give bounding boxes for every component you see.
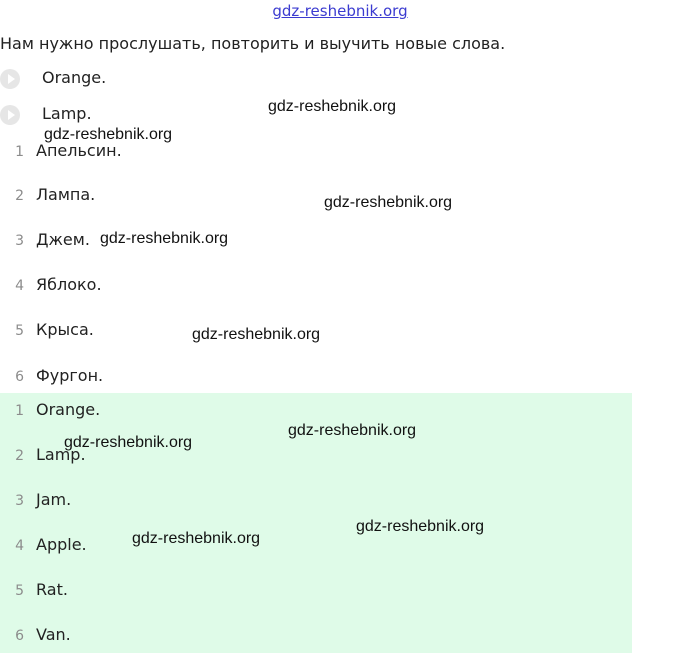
list-item xyxy=(0,625,400,651)
play-icon[interactable] xyxy=(0,69,20,89)
watermark: gdz-reshebnik.org xyxy=(324,194,453,211)
list-item xyxy=(0,275,400,301)
item-word: Апельсин. xyxy=(36,141,122,160)
list-item xyxy=(0,580,400,606)
item-number: 1 xyxy=(15,144,24,160)
watermark: gdz-reshebnik.org xyxy=(100,230,229,247)
item-word: Rat. xyxy=(36,580,68,599)
item-word: Крыса. xyxy=(36,320,94,339)
item-number: 3 xyxy=(15,493,24,509)
watermark: gdz-reshebnik.org xyxy=(356,518,485,535)
audio-word: Lamp. xyxy=(42,104,92,123)
item-word: Фургон. xyxy=(36,366,104,385)
audio-word: Orange. xyxy=(42,68,107,87)
item-number: 4 xyxy=(15,278,24,294)
item-number: 6 xyxy=(15,369,24,385)
audio-item-lamp xyxy=(0,102,300,128)
watermark: gdz-reshebnik.org xyxy=(132,530,261,547)
item-number: 5 xyxy=(15,583,24,599)
item-word: Джем. xyxy=(36,230,90,249)
list-item xyxy=(0,490,400,516)
item-number: 3 xyxy=(15,233,24,249)
watermark: gdz-reshebnik.org xyxy=(192,326,321,343)
item-number: 5 xyxy=(15,323,24,339)
play-icon[interactable] xyxy=(0,105,20,125)
list-item xyxy=(0,141,400,167)
list-item xyxy=(0,366,400,392)
list-item xyxy=(0,445,400,471)
item-number: 2 xyxy=(15,448,24,464)
watermark: gdz-reshebnik.org xyxy=(288,422,417,439)
watermark: gdz-reshebnik.org xyxy=(64,434,193,451)
item-word: Лампа. xyxy=(36,185,96,204)
item-word: Van. xyxy=(36,625,71,644)
item-word: Lamp. xyxy=(36,445,86,464)
item-word: Jam. xyxy=(36,490,72,509)
item-number: 2 xyxy=(15,188,24,204)
item-word: Orange. xyxy=(36,400,101,419)
item-word: Apple. xyxy=(36,535,87,554)
audio-item-orange xyxy=(0,66,300,92)
site-link[interactable]: gdz-reshebnik.org xyxy=(272,2,408,20)
watermark: gdz-reshebnik.org xyxy=(268,98,397,115)
instruction-text: Нам нужно прослушать, повторить и выучить новые слова. xyxy=(0,34,506,53)
item-number: 4 xyxy=(15,538,24,554)
item-number: 1 xyxy=(15,403,24,419)
watermark: gdz-reshebnik.org xyxy=(44,126,173,143)
item-word: Яблоко. xyxy=(36,275,102,294)
item-number: 6 xyxy=(15,628,24,644)
